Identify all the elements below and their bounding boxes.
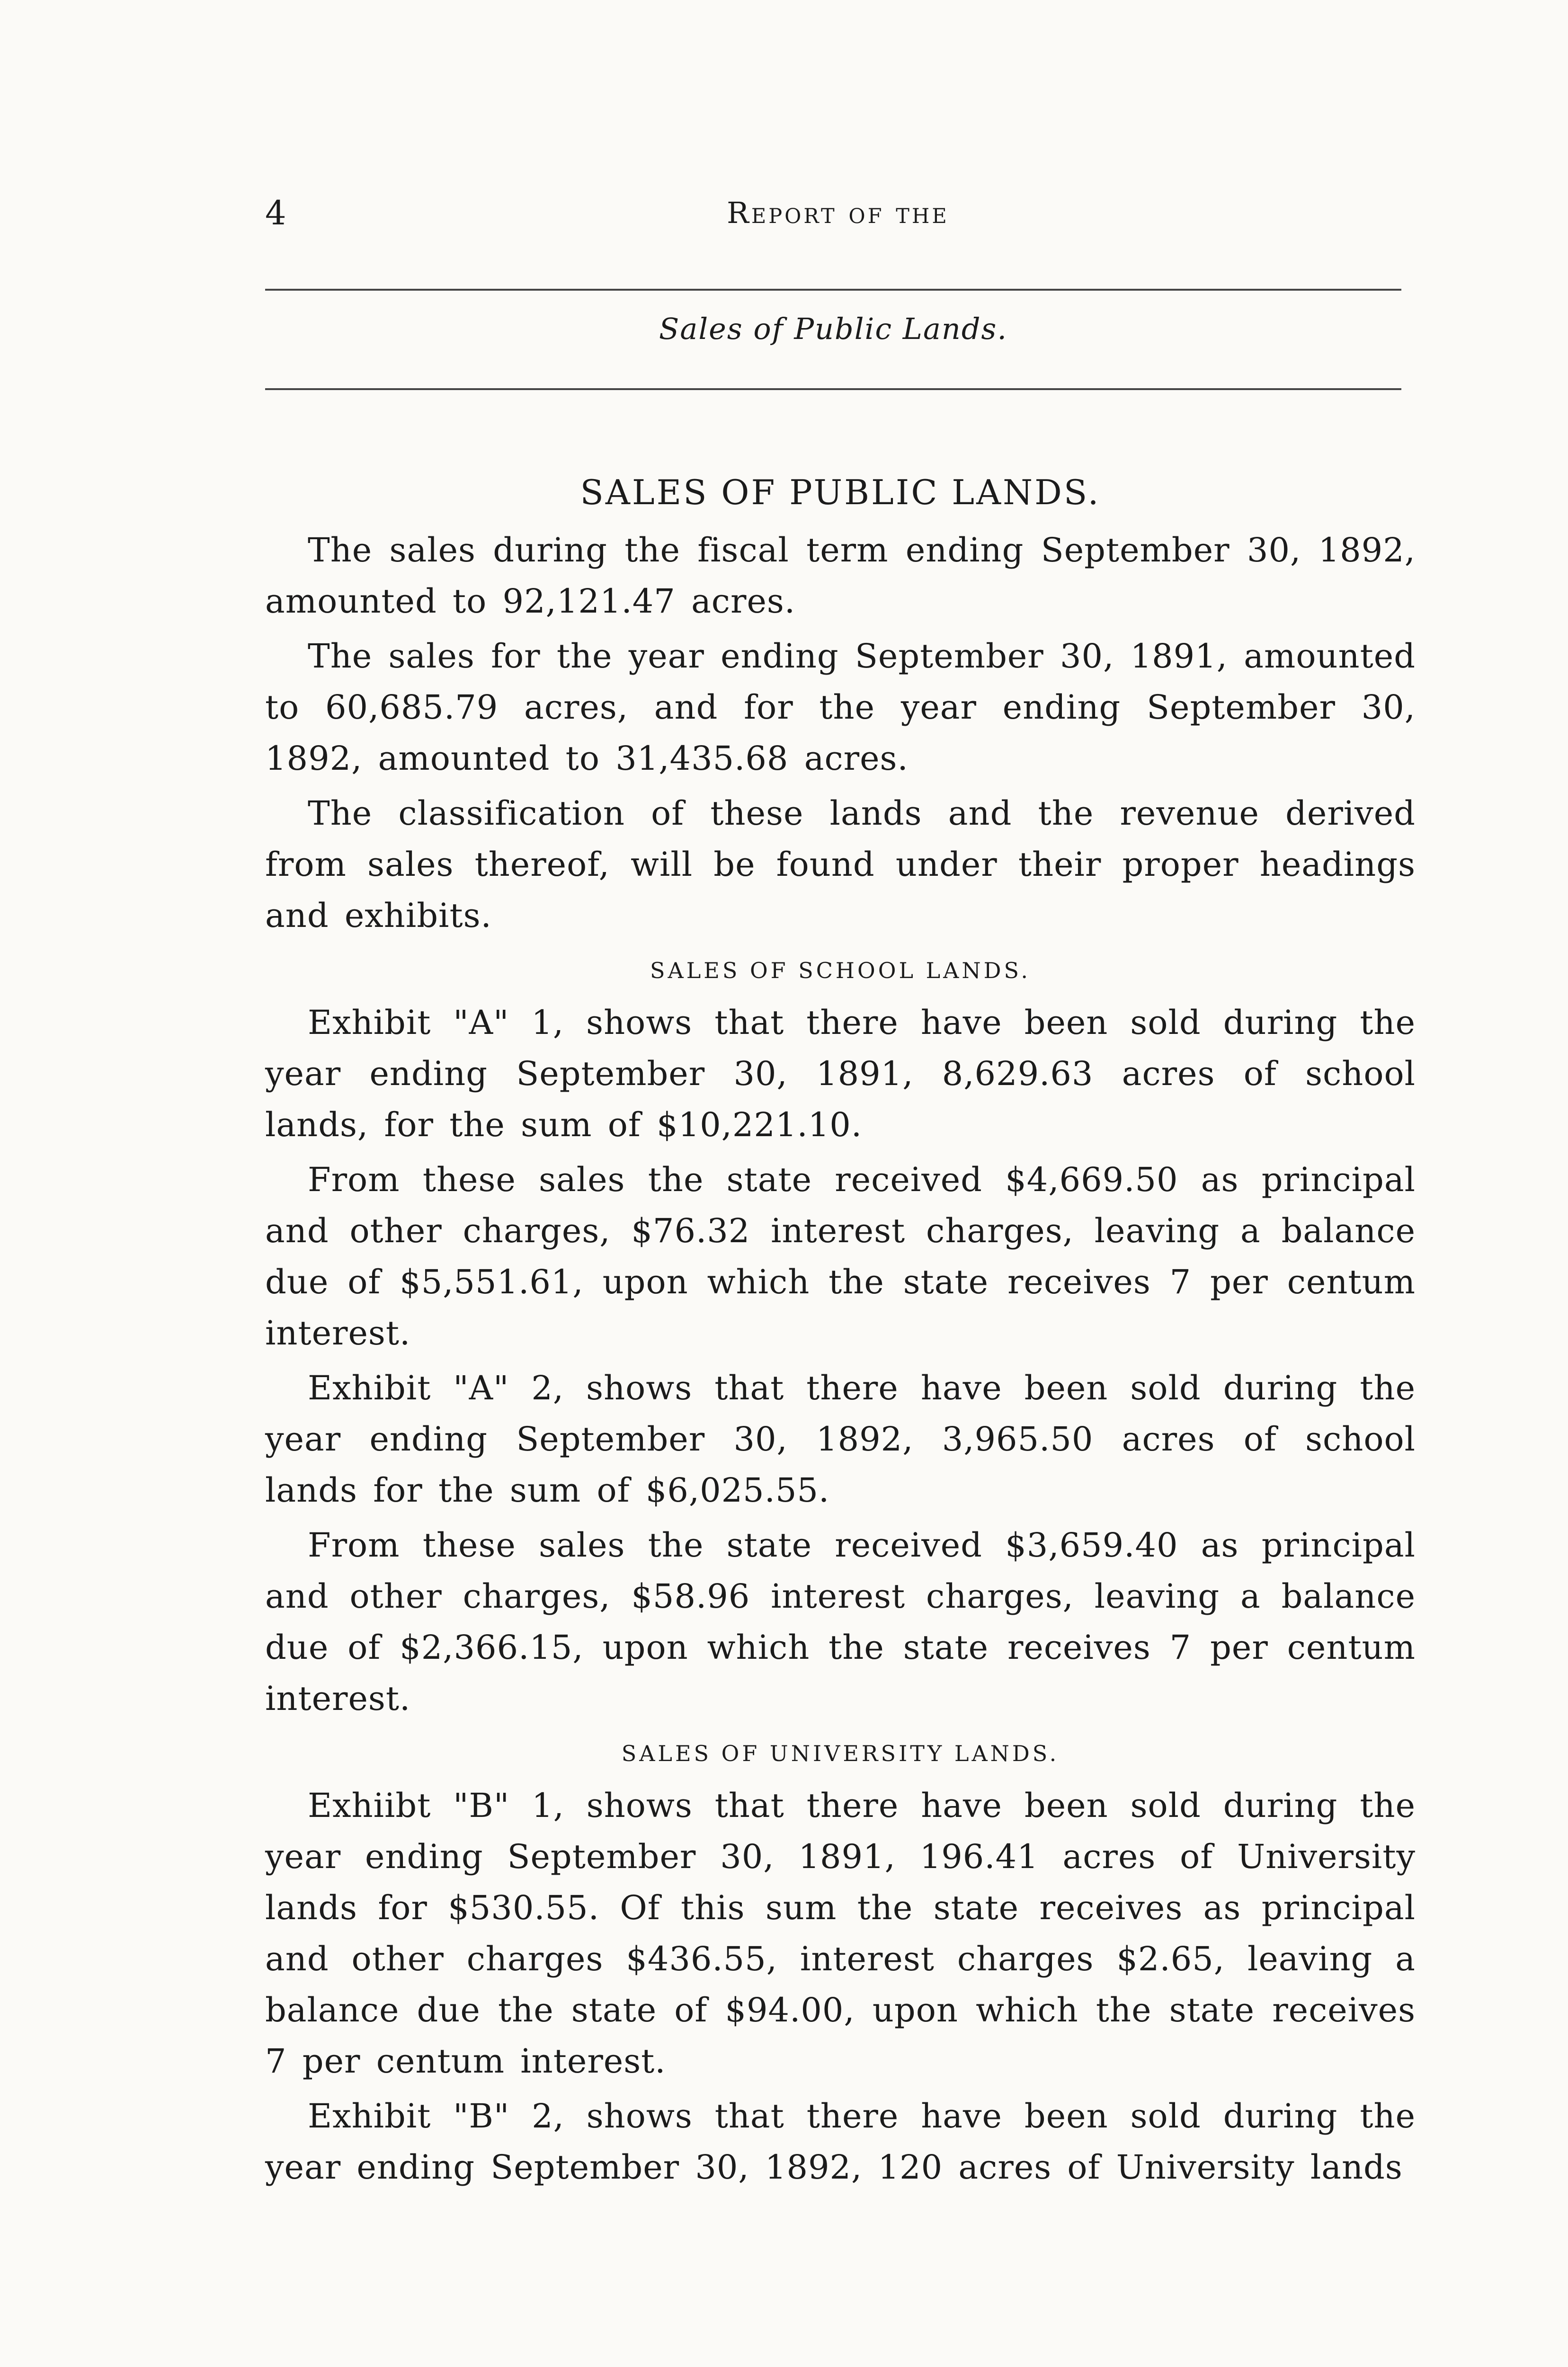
main-heading: SALES OF PUBLIC LANDS. <box>580 472 1101 512</box>
school-paragraph-4: From these sales the state received $3,659.40 as principal and other charges, $58.96 interest charges, leaving a balance due of $2,366.15, upon which the state receives 7 per centum interest. <box>265 1526 1416 1718</box>
university-paragraph-1: Exhiibt "B" 1, shows that there have been sold during the year ending September 30, 1891, 196.41 acres of University lands for $530.55. Of this sum the state receives as principal and other charges $436.55, interest charges $2.65, leaving a balance due the state of $94.00, upon which the state receives 7 per centum interest. <box>265 1786 1416 2081</box>
school-paragraph-2: From these sales the state received $4,669.50 as principal and other charges, $76.32 interest charges, leaving a balance due of $5,551.61, upon which the state receives 7 per centum interest. <box>265 1160 1416 1353</box>
university-paragraph-2: Exhibit "B" 2, shows that there have been sold during the year ending September 30, 1892, 120 acres of University lands <box>265 2097 1416 2187</box>
intro-paragraph-3: The classification of these lands and the revenue derived from sales thereof, will be found under their proper headings and exhibits. <box>265 794 1416 935</box>
school-lands-heading: SALES OF SCHOOL LANDS. <box>650 958 1031 983</box>
school-paragraph-3: Exhibit "A" 2, shows that there have been sold during the year ending September 30, 1892, 3,965.50 acres of school lands for the sum of $6,025.55. <box>265 1369 1416 1510</box>
running-head-title: Report of the <box>727 196 949 230</box>
intro-paragraph-2: The sales for the year ending September 30, 1891, amounted to 60,685.79 acres, and for the year ending September 30, 1892, amounted to 31,435.68 acres. <box>265 637 1416 778</box>
section-caption: Sales of Public Lands. <box>659 311 1008 346</box>
university-lands-heading: SALES OF UNIVERSITY LANDS. <box>621 1741 1060 1766</box>
header-rule-top <box>265 289 1401 291</box>
body-text <box>265 469 1416 2193</box>
intro-paragraph-1: The sales during the fiscal term ending September 30, 1892, amounted to 92,121.47 acres. <box>265 531 1416 621</box>
running-head <box>265 187 1411 244</box>
school-paragraph-1: Exhibit "A" 1, shows that there have been sold during the year ending September 30, 1891, 8,629.63 acres of school lands, for the sum of $10,221.10. <box>265 1003 1416 1144</box>
header-rule-bottom <box>265 388 1401 390</box>
page-number: 4 <box>265 194 286 232</box>
